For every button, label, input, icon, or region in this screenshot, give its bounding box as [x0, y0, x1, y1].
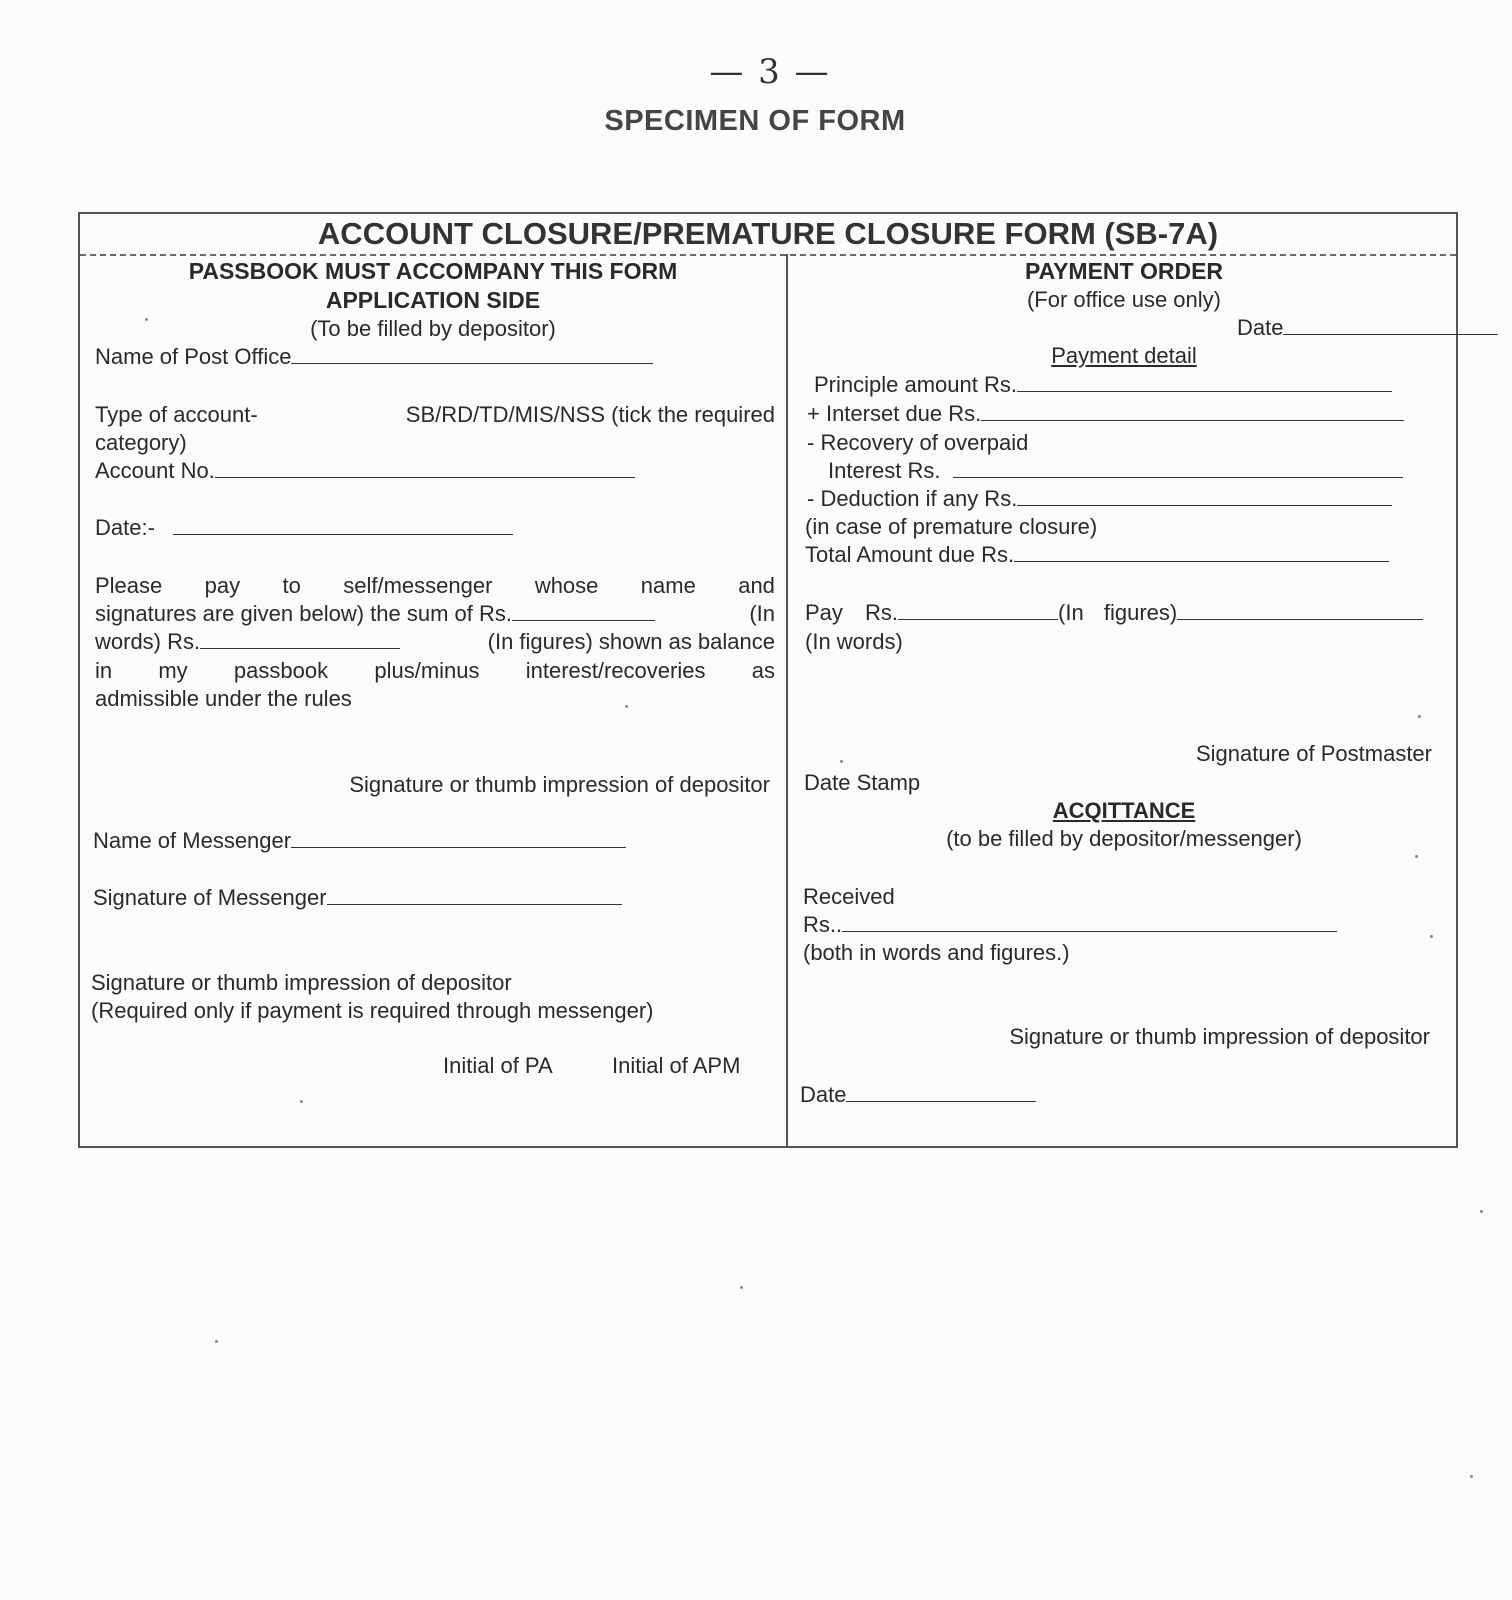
received-rs-field[interactable]: [803, 911, 1337, 939]
scan-speck: [740, 1286, 743, 1289]
account-type-options: SB/RD/TD/MIS/NSS (tick the required: [405, 402, 775, 427]
post-office-field[interactable]: [95, 343, 653, 371]
para-word: whose: [534, 573, 599, 598]
recovery-interest-label: Interest Rs.: [828, 458, 941, 483]
total-field[interactable]: [805, 541, 1389, 569]
request-paragraph-line-4: [95, 657, 775, 685]
column-divider: [786, 254, 788, 1148]
request-paragraph-line-1: [95, 572, 775, 600]
total-blank[interactable]: [1014, 541, 1389, 562]
account-type-category: category): [95, 430, 187, 455]
pay-label: Pay: [805, 600, 843, 625]
messenger-name-label: Name of Messenger: [93, 828, 292, 853]
date-label: Date:-: [95, 515, 155, 540]
depositor-signature-label: Signature or thumb impression of depositor: [349, 772, 770, 797]
recovery-interest-blank[interactable]: [953, 457, 1403, 478]
acquittance-heading: ACQITTANCE: [1052, 798, 1196, 823]
received-rs-label: Rs..: [803, 912, 843, 937]
sum-figures-blank[interactable]: [200, 628, 400, 649]
application-side-title: APPLICATION SIDE: [325, 287, 541, 313]
messenger-signature-label: Signature of Messenger: [93, 885, 327, 910]
sum-words-blank[interactable]: [512, 600, 655, 621]
para-text: words) Rs.: [95, 629, 201, 654]
para-word: name: [640, 573, 696, 598]
initial-apm-label: Initial of APM: [612, 1053, 741, 1078]
acquittance-date-label: Date: [800, 1082, 847, 1107]
scan-speck: [1430, 935, 1433, 938]
para-word: plus/minus: [374, 658, 480, 683]
page-number: — 3 —: [709, 52, 831, 92]
interest-label: + Interset due Rs.: [807, 401, 982, 426]
account-no-blank[interactable]: [215, 457, 635, 478]
post-office-blank[interactable]: [291, 343, 653, 364]
scan-speck: [625, 705, 628, 708]
para-word: self/messenger: [343, 573, 493, 598]
principle-label: Principle amount Rs.: [814, 372, 1017, 397]
para-word: Please: [95, 573, 163, 598]
received-label: Received: [803, 884, 895, 909]
para-text: signatures are given below) the sum of Rs.: [95, 601, 512, 626]
date-stamp-label: Date Stamp: [804, 770, 921, 795]
messenger-requirement-note: (Required only if payment is required through messenger): [91, 998, 654, 1023]
para-word: to: [282, 573, 301, 598]
principle-field[interactable]: [814, 371, 1392, 399]
form-title: ACCOUNT CLOSURE/PREMATURE CLOSURE FORM (SB-7A): [80, 214, 1456, 256]
recovery-interest-field[interactable]: [828, 457, 1403, 485]
passbook-note: PASSBOOK MUST ACCOMPANY THIS FORM: [188, 258, 678, 284]
recovery-label: - Recovery of overpaid: [807, 430, 1029, 455]
acquittance-depositor-signature: Signature or thumb impression of depositor: [1009, 1024, 1430, 1049]
both-words-figures-note: (both in words and figures.): [803, 940, 1070, 965]
account-no-field[interactable]: [95, 457, 635, 485]
interest-blank[interactable]: [981, 400, 1404, 421]
date-field[interactable]: [95, 514, 513, 542]
received-rs-blank[interactable]: [842, 911, 1337, 932]
messenger-signature-blank[interactable]: [327, 884, 622, 905]
request-paragraph-line-3: [95, 628, 775, 656]
in-figures-label: (In: [1058, 600, 1084, 625]
account-type-line: [95, 401, 775, 429]
scan-speck: [215, 1340, 218, 1343]
messenger-signature-field[interactable]: [93, 884, 622, 912]
scan-speck: [145, 318, 148, 321]
payment-detail-heading: Payment detail: [1051, 343, 1197, 368]
depositor-signature-label-2: Signature or thumb impression of depositor: [91, 970, 512, 995]
account-closure-form: [78, 212, 1458, 1148]
para-text: (In figures) shown as balance: [487, 629, 775, 654]
pay-words-blank[interactable]: [898, 599, 1058, 620]
interest-field[interactable]: [807, 400, 1404, 428]
scan-speck: [1470, 1475, 1473, 1478]
payment-date-field[interactable]: [1237, 314, 1498, 342]
total-label: Total Amount due Rs.: [805, 542, 1015, 567]
postmaster-signature-label: Signature of Postmaster: [1195, 741, 1432, 766]
in-figures-label-b: figures): [1103, 600, 1178, 625]
date-blank[interactable]: [173, 514, 513, 535]
premature-note: (in case of premature closure): [805, 514, 1098, 539]
pay-rs-label: Rs.: [865, 600, 899, 625]
payment-date-blank[interactable]: [1283, 314, 1498, 335]
pay-field[interactable]: [805, 599, 1423, 627]
acquittance-subtitle: (to be filled by depositor/messenger): [946, 826, 1302, 851]
messenger-name-blank[interactable]: [291, 827, 626, 848]
pay-figures-blank[interactable]: [1177, 599, 1423, 620]
scan-speck: [1418, 715, 1421, 718]
principle-blank[interactable]: [1017, 371, 1392, 392]
scan-speck: [840, 760, 843, 763]
para-word: pay: [204, 573, 241, 598]
acquittance-date-blank[interactable]: [846, 1081, 1036, 1102]
messenger-name-field[interactable]: [93, 827, 626, 855]
deduction-blank[interactable]: [1017, 485, 1392, 506]
acquittance-date-field[interactable]: [800, 1081, 1036, 1109]
payment-order-subtitle: (For office use only): [1026, 287, 1221, 312]
request-paragraph-line-5: admissible under the rules: [95, 686, 352, 711]
para-text: (In: [749, 601, 775, 626]
post-office-label: Name of Post Office: [95, 344, 292, 369]
request-paragraph-line-2: [95, 600, 775, 628]
para-word: and: [738, 573, 775, 598]
scan-speck: [1480, 1210, 1483, 1213]
account-no-label: Account No.: [95, 458, 215, 483]
para-word: interest/recoveries: [525, 658, 706, 683]
in-words-label: (In words): [805, 629, 903, 654]
account-type-label: Type of account-: [95, 402, 258, 427]
page-heading: SPECIMEN OF FORM: [604, 105, 906, 137]
para-word: passbook: [233, 658, 329, 683]
initial-pa-label: Initial of PA: [443, 1053, 553, 1078]
payment-date-label: Date: [1237, 315, 1284, 340]
para-word: my: [158, 658, 188, 683]
deduction-label: - Deduction if any Rs.: [807, 486, 1018, 511]
application-side-subtitle: (To be filled by depositor): [310, 316, 556, 341]
para-word: in: [95, 658, 113, 683]
para-word: as: [751, 658, 775, 683]
deduction-field[interactable]: [807, 485, 1392, 513]
payment-order-title: PAYMENT ORDER: [1024, 258, 1224, 284]
scan-speck: [300, 1100, 303, 1103]
scan-speck: [1415, 855, 1418, 858]
